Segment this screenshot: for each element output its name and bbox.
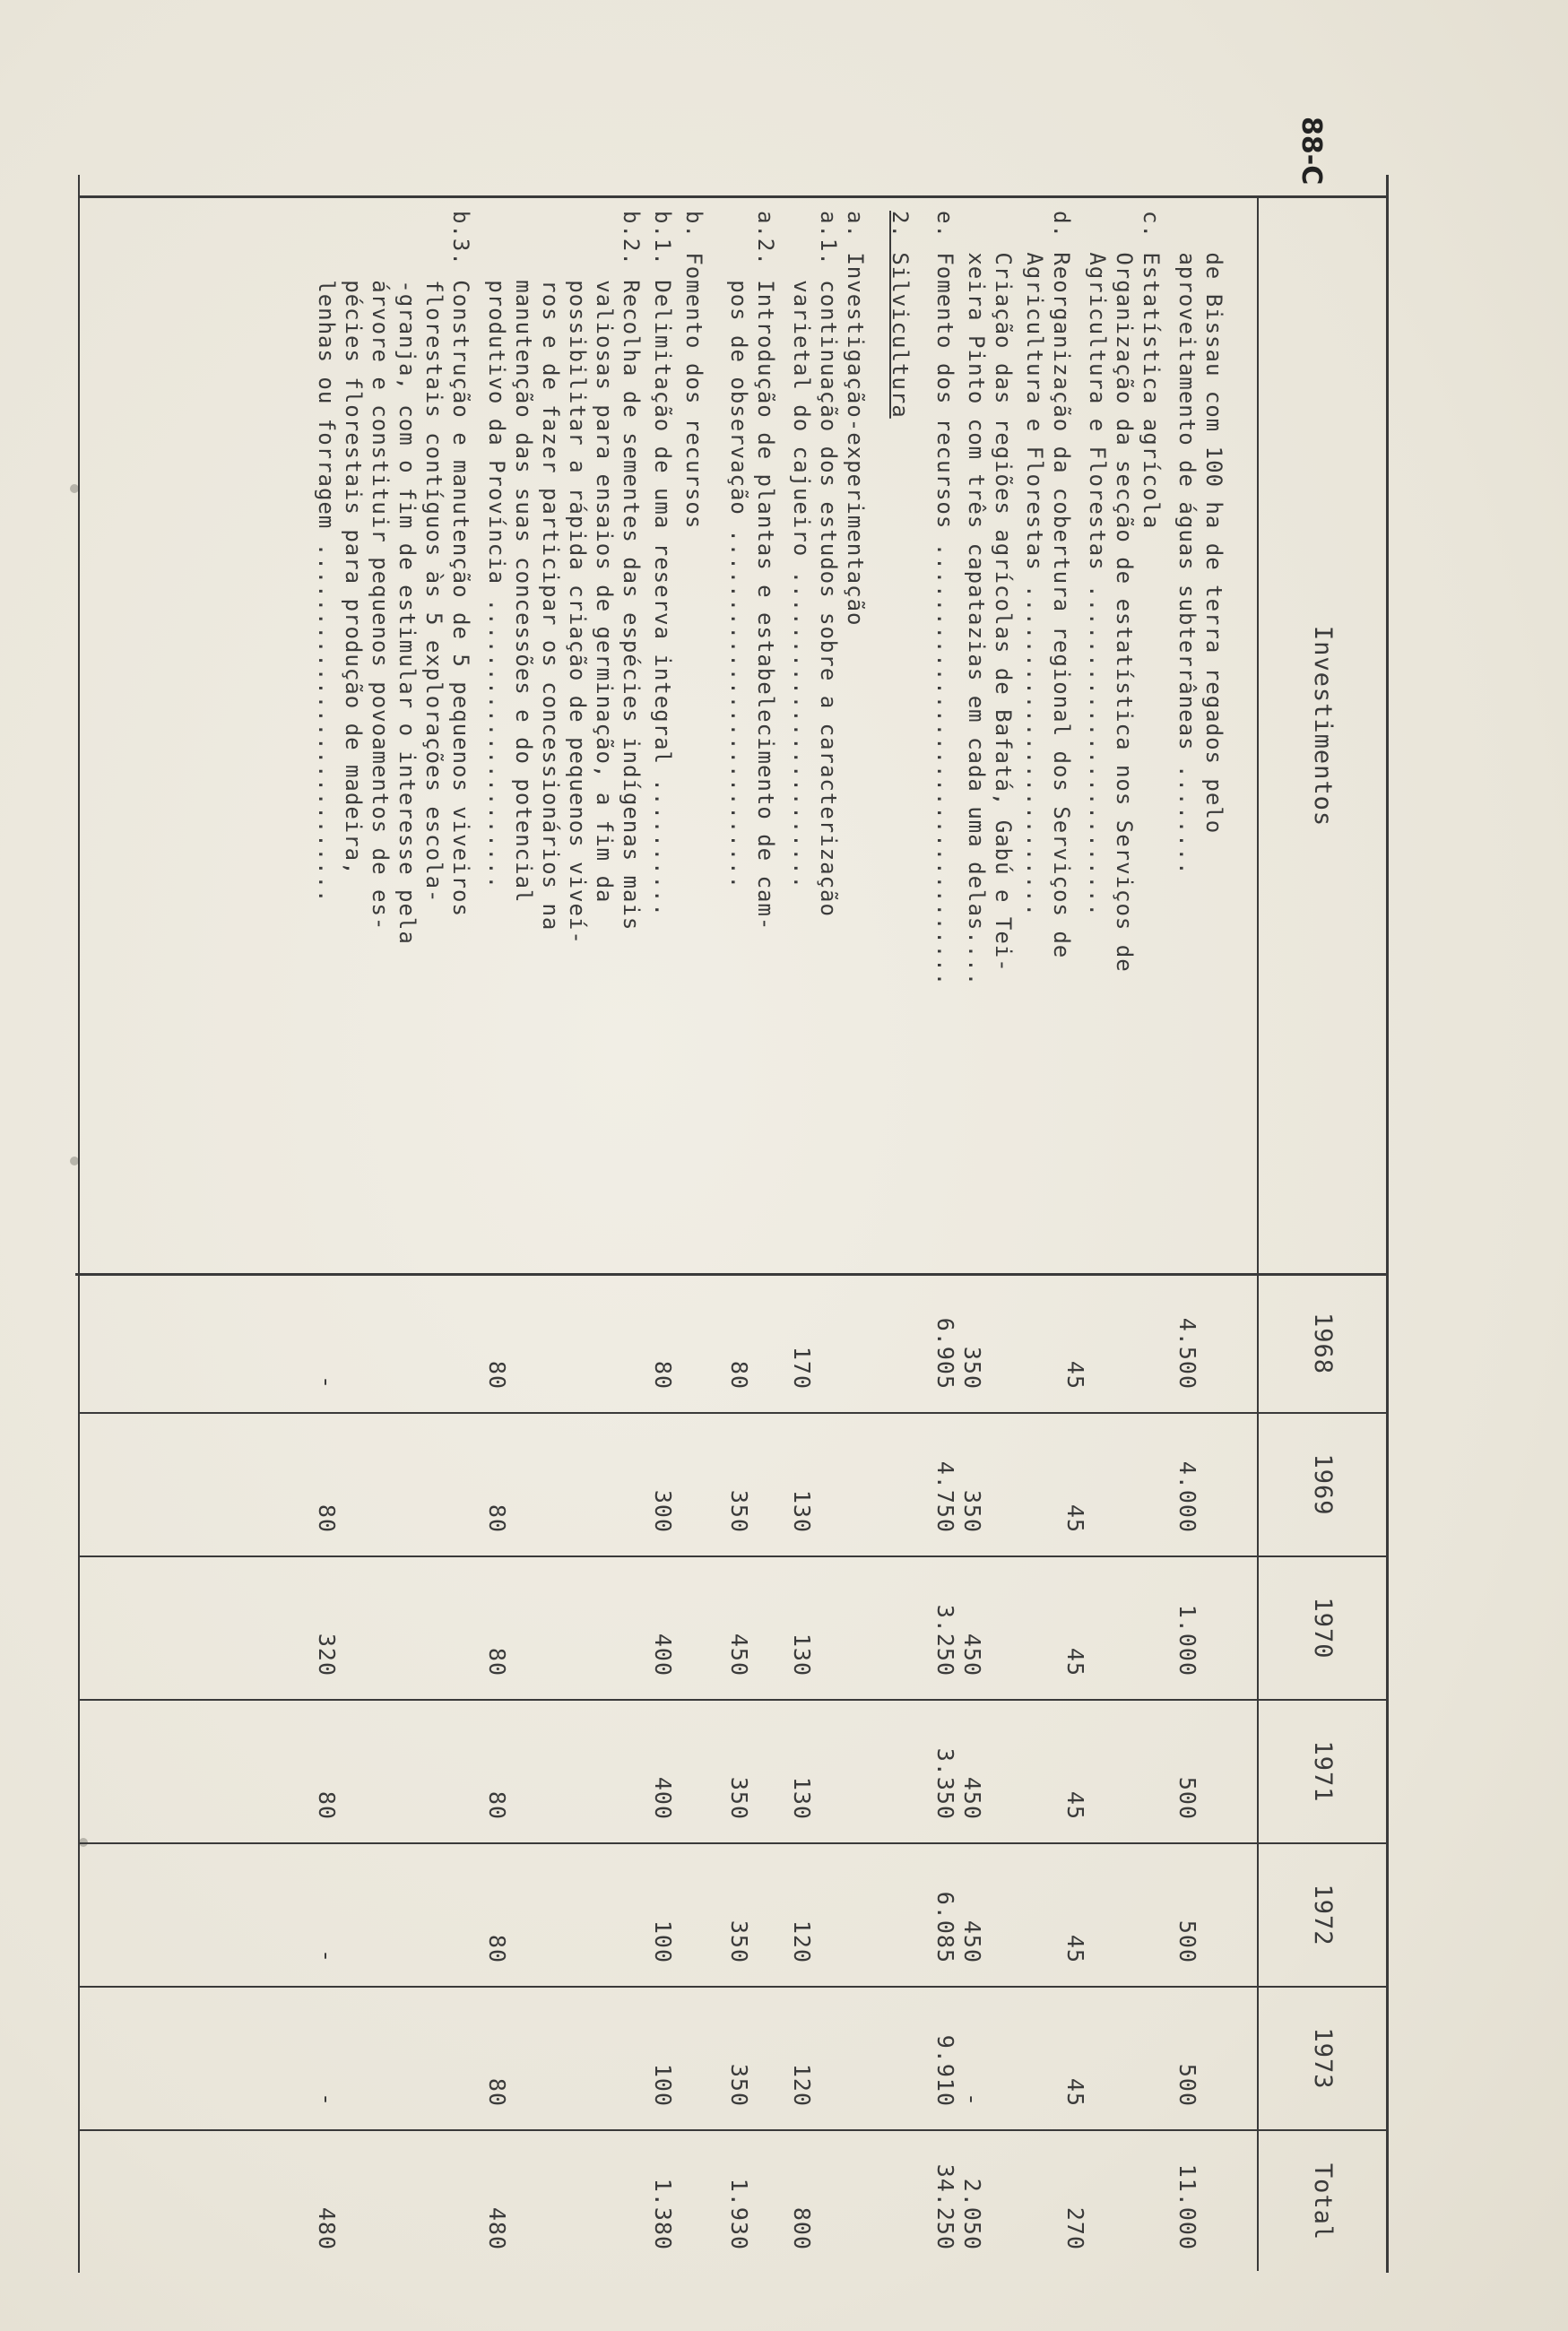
- cell-value: 400: [650, 1776, 676, 1820]
- cell-value: 450: [959, 1776, 985, 1820]
- cell-value: 120: [789, 2063, 815, 2107]
- cell-value: 350: [726, 2063, 752, 2107]
- row-text: Organização da secção de estatística nos Serviços de: [1112, 211, 1137, 973]
- cell-value: 45: [1062, 1503, 1088, 1533]
- row-text: b.2. Recolha de sementes das espécies indígenas mais: [619, 211, 644, 932]
- row-text: xeira Pinto com três capatazias em cada uma delas....: [964, 211, 989, 987]
- cell-value: 9.910: [932, 2034, 958, 2107]
- row-text: -granja, com o fim de estimular o interesse pela: [394, 211, 420, 945]
- cell-value: 3.350: [932, 1747, 958, 1820]
- cell-value: 45: [1062, 1360, 1088, 1390]
- cell-value: 450: [959, 1919, 985, 1963]
- cell-value: 130: [789, 1776, 815, 1820]
- row-text: aproveitamento de águas subterrâneas ........: [1174, 211, 1200, 876]
- cell-value: 350: [726, 1776, 752, 1820]
- row-text: Criação das regiões agrícolas de Bafatá, Gabú e Tei-: [991, 211, 1016, 973]
- page-number: 88-C: [1295, 117, 1327, 186]
- row-text: b. Fomento dos recursos: [681, 211, 706, 530]
- row-text: d. Reorganização da cobertura regional dos Serviços de: [1049, 211, 1074, 959]
- cell-value: -: [314, 1374, 340, 1390]
- cell-value: 300: [650, 1489, 676, 1533]
- cell-value: 350: [959, 1489, 985, 1533]
- row-text: lenhas ou forragem ..........................: [314, 211, 339, 904]
- row-text: valiosas para ensaios de germinação, a fim da: [592, 211, 617, 904]
- row-text: a.2. Introdução de plantas e estabelecimento de cam-: [753, 211, 778, 932]
- table-top-rule: [1386, 175, 1389, 2273]
- cell-value: 350: [726, 1919, 752, 1963]
- cell-value: 3.250: [932, 1604, 958, 1677]
- total-header: Total: [1309, 2162, 1337, 2241]
- table-title: Investimentos: [1309, 625, 1337, 828]
- column-divider: [80, 1842, 1389, 1844]
- year-header: 1970: [1309, 1597, 1337, 1659]
- cell-value: 450: [726, 1633, 752, 1677]
- cell-value: 4.750: [932, 1460, 958, 1533]
- cell-value: -: [314, 1948, 340, 1963]
- cell-value: 480: [314, 2206, 340, 2250]
- cell-value: 45: [1062, 2077, 1088, 2107]
- row-text: pécies florestais para produção de madeira,: [341, 211, 366, 876]
- cell-value: 480: [484, 2206, 510, 2250]
- cell-value: 1.380: [650, 2178, 676, 2250]
- cell-value: 1.930: [726, 2178, 752, 2250]
- row-text: manutenção das suas concessões e do potencial: [511, 211, 536, 904]
- column-divider: [80, 1412, 1389, 1414]
- cell-value: 270: [1062, 2206, 1088, 2250]
- row-text: pos de observação ..........................: [726, 211, 751, 890]
- cell-value: 130: [789, 1489, 815, 1533]
- column-divider: [75, 1273, 1389, 1276]
- cell-value: 2.050: [959, 2178, 985, 2250]
- table-bottom-rule: [78, 175, 80, 2273]
- cell-value: -: [959, 2092, 985, 2107]
- cell-value: 350: [959, 1346, 985, 1390]
- cell-value: 320: [314, 1633, 340, 1677]
- cell-value: 500: [1174, 1776, 1200, 1820]
- cell-value: 80: [484, 1503, 510, 1533]
- cell-value: 120: [789, 1919, 815, 1963]
- cell-value: 500: [1174, 1919, 1200, 1963]
- row-text: ros e de fazer participar os concessionários na: [538, 211, 563, 932]
- cell-value: 80: [726, 1360, 752, 1390]
- cell-value: 350: [726, 1489, 752, 1533]
- year-header: 1969: [1309, 1453, 1337, 1516]
- row-text: florestais contíguos às 5 explorações escola-: [421, 211, 446, 904]
- cell-value: 400: [650, 1633, 676, 1677]
- row-text: a. Investigação-experimentação: [843, 211, 868, 627]
- cell-value: 170: [789, 1346, 815, 1390]
- cell-value: 45: [1062, 1790, 1088, 1820]
- cell-value: 80: [484, 2077, 510, 2107]
- year-header: 1973: [1309, 2027, 1337, 2090]
- cell-value: 450: [959, 1633, 985, 1677]
- row-text: Agricultura e Florestas ........................: [1085, 211, 1110, 917]
- cell-value: 500: [1174, 2063, 1200, 2107]
- column-divider: [80, 1699, 1389, 1701]
- column-divider: [80, 1986, 1389, 1988]
- cell-value: 11.000: [1174, 2163, 1200, 2250]
- year-header: 1972: [1309, 1884, 1337, 1946]
- cell-value: 6.905: [932, 1317, 958, 1390]
- cell-value: 80: [314, 1503, 340, 1533]
- row-text: a.1. continuação dos estudos sobre a caracterização: [816, 211, 841, 917]
- cell-value: 100: [650, 1919, 676, 1963]
- cell-value: 130: [789, 1633, 815, 1677]
- table-left-rule: [80, 195, 1389, 198]
- cell-value: 45: [1062, 1934, 1088, 1963]
- row-text: produtivo da Província .....................: [484, 211, 509, 890]
- cell-value: 80: [484, 1647, 510, 1677]
- row-text: e. Fomento dos recursos ................................: [932, 211, 957, 987]
- year-header: 1971: [1309, 1740, 1337, 1803]
- cell-value: 80: [650, 1360, 676, 1390]
- column-divider: [80, 2129, 1389, 2131]
- cell-value: 34.250: [932, 2163, 958, 2250]
- row-text: b.3. Construção e manutenção de 5 pequenos viveiros: [448, 211, 473, 917]
- year-header: 1968: [1309, 1312, 1337, 1375]
- row-text: Agricultura e Florestas ........................: [1022, 211, 1047, 917]
- cell-value: 80: [314, 1790, 340, 1820]
- cell-value: 45: [1062, 1647, 1088, 1677]
- row-text: possibilitar a rápida criação de pequenos viveí-: [565, 211, 590, 945]
- cell-value: 80: [484, 1790, 510, 1820]
- section-heading: 2. Silvicultura: [888, 211, 913, 419]
- row-text: de Bissau com 100 ha de terra regados pelo: [1201, 211, 1226, 835]
- cell-value: 80: [484, 1934, 510, 1963]
- row-text: c. Estatística agrícola: [1139, 211, 1164, 530]
- row-text: b.1. Delimitação de uma reserva integral ..........: [650, 211, 675, 917]
- cell-value: 1.000: [1174, 1604, 1200, 1677]
- row-text: varietal do cajueiro .......................: [789, 211, 814, 890]
- header-rule: [1257, 195, 1259, 2271]
- cell-value: -: [314, 2092, 340, 2107]
- cell-value: 4.500: [1174, 1317, 1200, 1390]
- row-text: árvore e constituir pequenos povoamentos de es-: [368, 211, 393, 932]
- cell-value: 100: [650, 2063, 676, 2107]
- cell-value: 6.085: [932, 1891, 958, 1963]
- cell-value: 4.000: [1174, 1460, 1200, 1533]
- cell-value: 800: [789, 2206, 815, 2250]
- column-divider: [80, 1555, 1389, 1557]
- cell-value: 80: [484, 1360, 510, 1390]
